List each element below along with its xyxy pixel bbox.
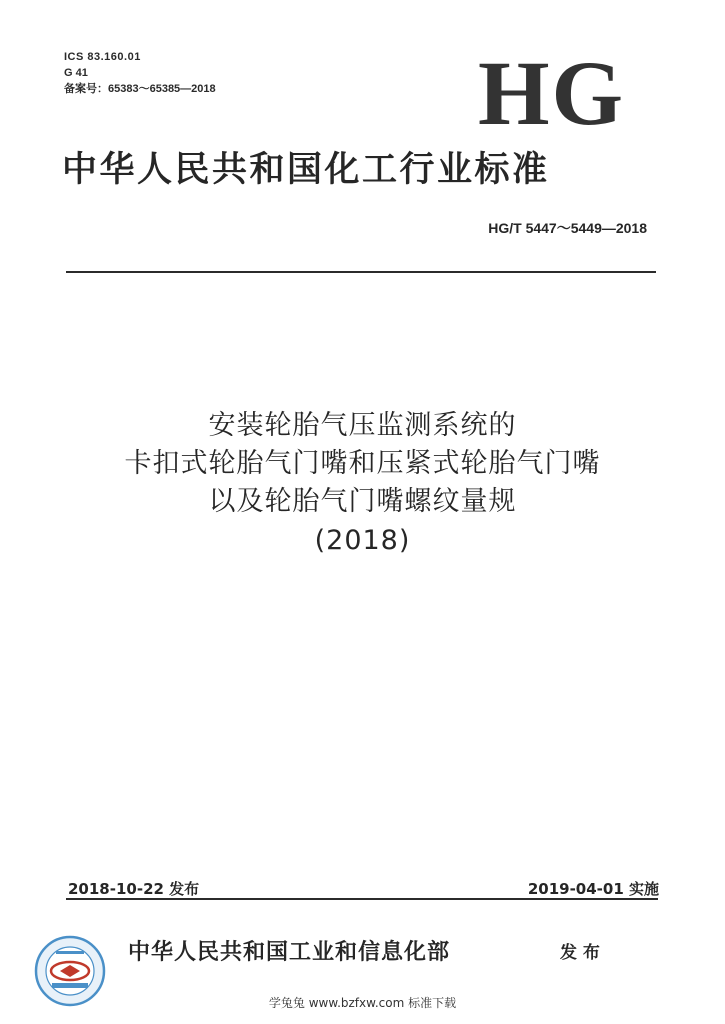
issue-date: 2018-10-22 发布 [68, 880, 200, 898]
footer-divider [66, 898, 658, 900]
ccs-code: G 41 [64, 67, 88, 79]
standard-code: HG/T 5447～5449—2018 [488, 220, 647, 236]
document-title-line-2: 卡扣式轮胎气门嘴和压紧式轮胎气门嘴 [124, 448, 601, 479]
hg-logo: HG [478, 42, 626, 144]
issuing-authority: 中华人民共和国工业和信息化部 [128, 940, 451, 965]
document-title-line-3: 以及轮胎气门嘴螺纹量规 [208, 486, 517, 517]
ics-code: ICS 83.160.01 [64, 51, 141, 63]
registration-number: 备案号：65383～65385—2018 [64, 83, 216, 95]
implementation-date: 2019-04-01 实施 [527, 880, 659, 898]
standard-category-title: 中华人民共和国化工行业标准 [62, 150, 550, 190]
watermark-text: 学兔兔 www.bzfxw.com 标准下载 [268, 996, 457, 1010]
document-title-year: (2018) [314, 525, 411, 556]
header-divider [66, 271, 656, 273]
document-title-line-1: 安装轮胎气压监测系统的 [208, 410, 517, 441]
publish-label: 发 布 [560, 943, 600, 963]
